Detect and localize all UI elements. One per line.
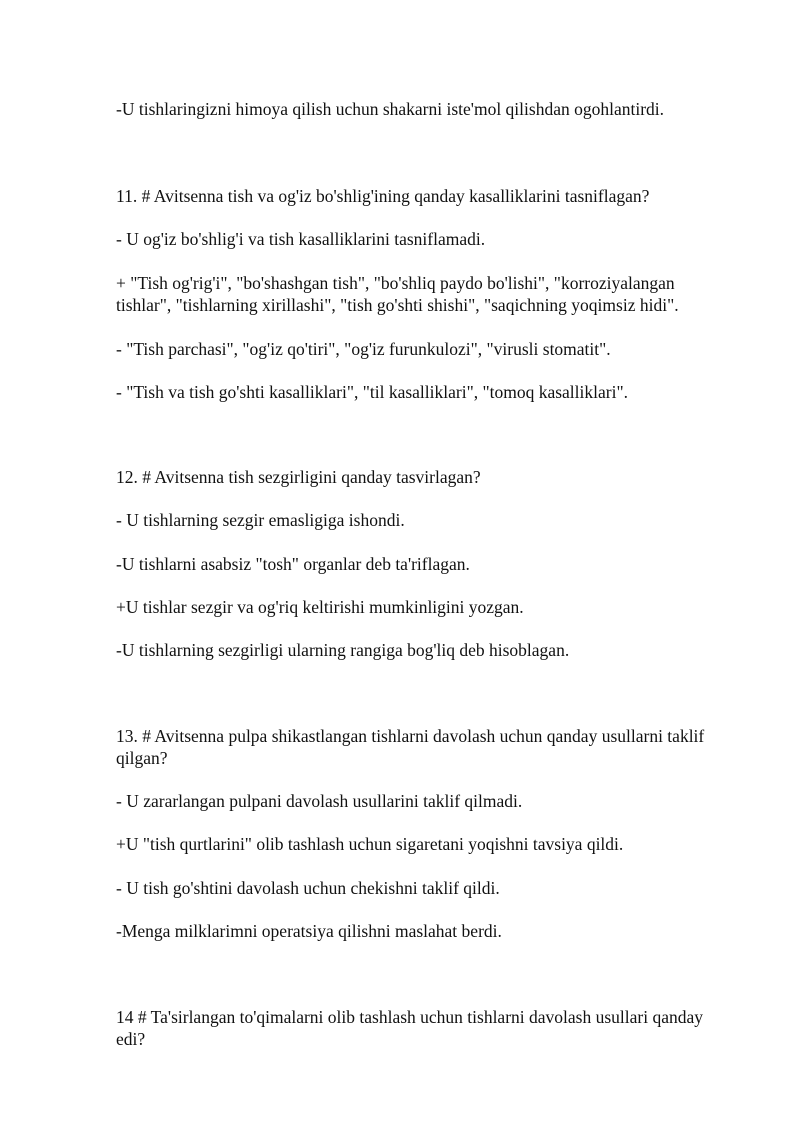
answer-option: - U tishlarning sezgir emasligiga ishondi. — [116, 510, 405, 530]
answer-option: - "Tish parchasi", "og'iz qo'tiri", "og'iz furunkulozi", "virusli stomatit". — [116, 339, 611, 359]
answer-option: -Menga milklarimni operatsiya qilishni maslahat berdi. — [116, 921, 502, 941]
answer-option: -U tishlarni asabsiz "tosh" organlar deb ta'riflagan. — [116, 554, 470, 574]
question-12-text: 12. # Avitsenna tish sezgirligini qanday tasvirlagan? — [116, 467, 481, 487]
question-14-text: 14 # Ta'sirlangan to'qimalarni olib tashlash uchun tishlarni davolash usullari qanday edi? — [116, 1007, 704, 1049]
answer-option: - U zararlangan pulpani davolash usullarini taklif qilmadi. — [116, 791, 523, 811]
answer-option: - U og'iz bo'shlig'i va tish kasalliklarini tasniflamadi. — [116, 229, 486, 249]
answer-option: - "Tish va tish go'shti kasalliklari", "til kasalliklari", "tomoq kasalliklari". — [116, 382, 628, 402]
question-13-text: 13. # Avitsenna pulpa shikastlangan tishlarni davolash uchun qanday usullarni taklif qilgan? — [116, 726, 705, 768]
answer-option: +U tishlar sezgir va og'riq keltirishi mumkinligini yozgan. — [116, 597, 524, 617]
answer-option: + "Tish og'rig'i", "bo'shashgan tish", "bo'shliq paydo bo'lishi", "korroziyalangan tishlar", "tishlarning xirillashi", "tish go'shti shishi", "saqichning yoqimsiz hidi". — [116, 273, 679, 315]
question-11-text: 11. # Avitsenna tish va og'iz bo'shlig'ining qanday kasalliklarini tasniflagan? — [116, 186, 650, 206]
answer-option: -U tishlarning sezgirligi ularning rangiga bog'liq deb hisoblagan. — [116, 640, 570, 660]
answer-option: -U tishlaringizni himoya qilish uchun shakarni iste'mol qilishdan ogohlantirdi. — [116, 99, 665, 119]
answer-option: - U tish go'shtini davolash uchun chekishni taklif qildi. — [116, 878, 500, 898]
answer-option: +U "tish qurtlarini" olib tashlash uchun sigaretani yoqishni tavsiya qildi. — [116, 834, 624, 854]
